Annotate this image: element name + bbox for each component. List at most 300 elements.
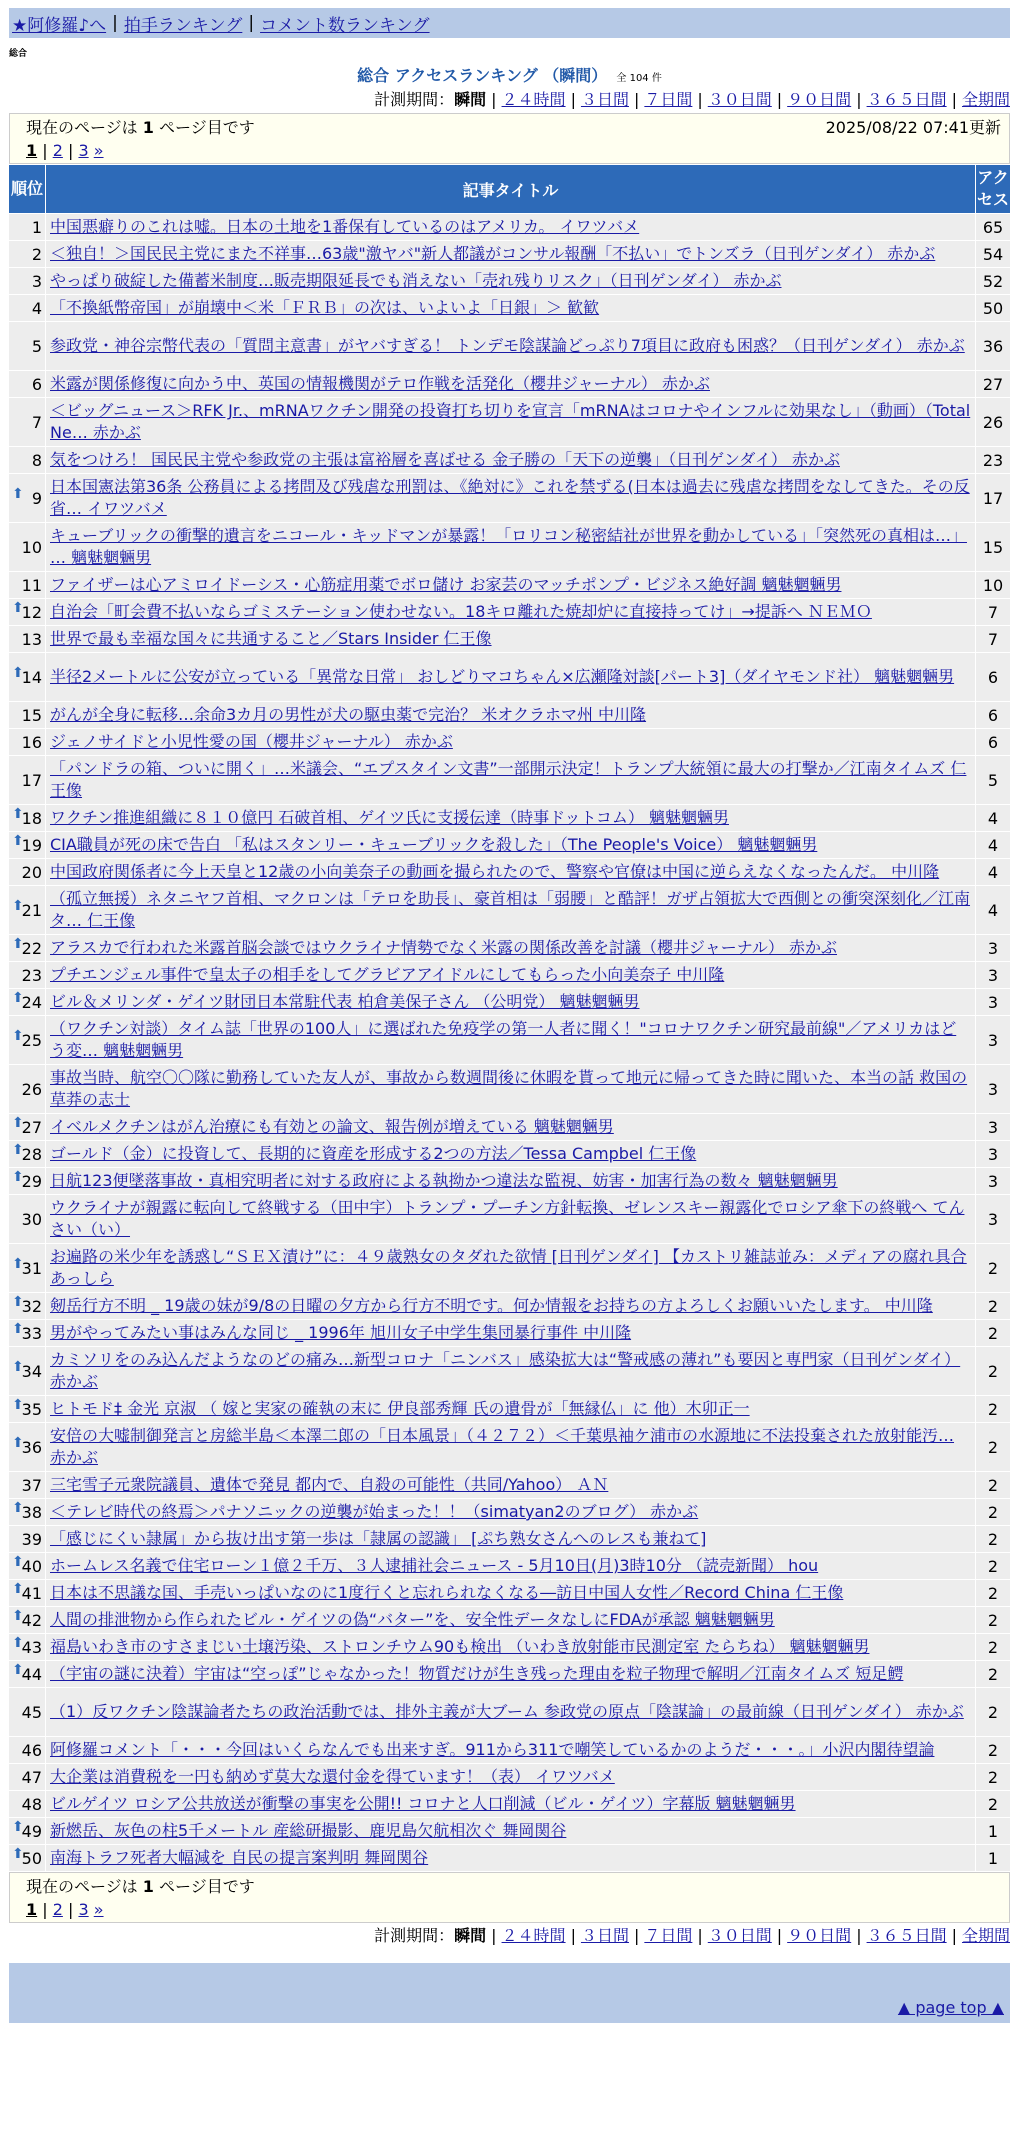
up-arrow-icon: ⬆ xyxy=(12,1581,24,1597)
rank-number: 34 xyxy=(21,1361,42,1381)
rank-number: 36 xyxy=(21,1437,42,1457)
comment-ranking-link[interactable]: コメント数ランキング xyxy=(260,15,430,36)
rank-number: 30 xyxy=(21,1209,42,1229)
article-link[interactable]: 参政党・神谷宗幣代表の「質問主意書」がヤバすぎる！ トンデモ陰謀論どっぷり7項目に政府も困惑？（日刊ゲンダイ） 赤かぶ xyxy=(50,336,965,355)
table-row xyxy=(9,1114,1010,1140)
title-cell xyxy=(46,214,975,240)
rank-cell xyxy=(9,572,45,598)
article-link[interactable]: 自治会「町会費不払いならゴミステーション使わせない。18キロ離れた焼却炉に直接持ってけ」→提訴へ ＮＥＭＯ xyxy=(50,602,872,621)
rank-cell xyxy=(9,1293,45,1319)
rank-number: 10 xyxy=(21,537,42,557)
table-row xyxy=(9,398,1010,446)
article-link[interactable]: 新燃岳、灰色の柱5千メートル 産総研撮影、鹿児島欠航相次ぐ 舞岡関谷 xyxy=(50,1821,567,1840)
rank-number: 7 xyxy=(31,412,42,432)
rank-cell xyxy=(9,1580,45,1606)
period-link[interactable]: 全期間 xyxy=(961,90,1010,109)
article-link[interactable]: ＜ビッグニュース＞RFK Jr.、mRNAワクチン開発の投資打ち切りを宣言「mRNAはコロナやインフルに効果なし」（動画）（Total Ne… 赤かぶ xyxy=(50,401,971,442)
separator: | xyxy=(62,141,79,160)
access-count: 4 xyxy=(976,859,1010,885)
rank-number: 8 xyxy=(31,450,42,470)
up-arrow-icon: ⬆ xyxy=(12,1435,24,1451)
rank-cell xyxy=(9,474,45,522)
title-cell xyxy=(46,1764,975,1790)
article-link[interactable]: 中国悪癖りのこれは嘘。日本の土地を1番保有しているのはアメリカ。 イワツバメ xyxy=(50,217,640,236)
page-status: 現在のページは 1 ページ目です xyxy=(26,1877,255,1896)
rank-number: 19 xyxy=(21,835,42,855)
access-count: 2 xyxy=(976,1607,1010,1633)
rank-cell xyxy=(9,962,45,988)
rank-cell xyxy=(9,214,45,240)
title-cell xyxy=(46,1396,975,1422)
rank-number: 33 xyxy=(21,1323,42,1343)
title-cell xyxy=(46,832,975,858)
rank-number: 38 xyxy=(21,1502,42,1522)
title-cell xyxy=(46,241,975,267)
table-row xyxy=(9,1580,1010,1606)
article-link[interactable]: 日本は不思議な国、手売いっぱいなのに1度行くと忘れられなくなる―訪日中国人女性／Record China 仁王像 xyxy=(50,1583,844,1602)
article-link[interactable]: 気をつけろ！ 国民民主党や参政党の主張は富裕層を喜ばせる 金子勝の「天下の逆襲」（日刊ゲンダイ） 赤かぶ xyxy=(50,450,840,469)
rank-cell xyxy=(9,1016,45,1064)
rank-cell xyxy=(9,832,45,858)
pagination xyxy=(26,1898,1001,1922)
title-cell xyxy=(46,523,975,571)
table-row xyxy=(9,1553,1010,1579)
access-count: 2 xyxy=(976,1396,1010,1422)
title-cell xyxy=(46,805,975,831)
period-link[interactable]: ３日間 xyxy=(580,90,629,109)
access-count: 2 xyxy=(976,1472,1010,1498)
article-link[interactable]: 米露が関係修復に向かう中、英国の情報機関がテロ作戦を活発化（櫻井ジャーナル） 赤かぶ xyxy=(50,374,710,393)
table-row xyxy=(9,1244,1010,1292)
period-link[interactable]: ２４時間 xyxy=(501,1926,566,1945)
title-cell xyxy=(46,1580,975,1606)
article-link[interactable]: 男がやってみたい事はみんな同じ _ 1996年 旭川女子中学生集団暴行事件 中川隆 xyxy=(50,1323,632,1342)
separator: | xyxy=(37,141,53,160)
table-row xyxy=(9,572,1010,598)
article-link[interactable]: ワクチン推進組織に８１０億円 石破首相、ゲイツ氏に支援伝達（時事ドットコム） 魑魅魍魎男 xyxy=(50,808,729,827)
access-count: 5 xyxy=(976,756,1010,804)
access-count: 4 xyxy=(976,805,1010,831)
access-count: 3 xyxy=(976,1141,1010,1167)
separator: | xyxy=(951,1926,957,1945)
article-link[interactable]: 剱岳行方不明 _ 19歳の妹が9/8の日曜の夕方から行方不明です。何か情報をお持ちの方よろしくお願いいたします。 中川隆 xyxy=(50,1296,933,1315)
page-info-box-bottom xyxy=(9,1872,1010,1923)
rank-cell xyxy=(9,886,45,934)
table-row xyxy=(9,1661,1010,1687)
up-arrow-icon: ⬆ xyxy=(12,1169,24,1185)
page-status: 現在のページは 1 ページ目です xyxy=(26,118,255,137)
article-link[interactable]: （ワクチン対談）タイム誌「世界の100人」に選ばれた免疫学の第一人者に聞く！"コロナワクチン研究最前線"／アメリカはどう変… 魑魅魍魎男 xyxy=(50,1019,957,1060)
rank-number: 39 xyxy=(21,1529,42,1549)
title-cell xyxy=(46,1195,975,1243)
up-arrow-icon: ⬆ xyxy=(12,1359,24,1375)
article-link[interactable]: キューブリックの衝撃的遺言をニコール・キッドマンが暴露！「ロリコン秘密結社が世界を動かしている」「突然死の真相は…」 … 魑魅魍魎男 xyxy=(50,526,967,567)
table-row xyxy=(9,1499,1010,1525)
rank-number: 16 xyxy=(21,732,42,752)
title-cell xyxy=(46,572,975,598)
access-count: 7 xyxy=(976,626,1010,652)
rank-cell xyxy=(9,398,45,446)
access-count: 54 xyxy=(976,241,1010,267)
rank-cell xyxy=(9,1499,45,1525)
title-cell xyxy=(46,1661,975,1687)
article-link[interactable]: お遍路の米少年を誘惑し“ＳＥＸ漬け”に：４９歳熟女のタダれた欲情 [日刊ゲンダイ] 【カストリ雑誌並み：メディアの腐れ具合 あっしら xyxy=(50,1247,967,1288)
rank-number: 21 xyxy=(21,900,42,920)
rank-cell xyxy=(9,756,45,804)
article-link[interactable]: 世界で最も幸福な国々に共通すること／Stars Insider 仁王像 xyxy=(50,629,492,648)
article-link[interactable]: アラスカで行われた米露首脳会談ではウクライナ情勢でなく米露の関係改善を討議（櫻井ジャーナル） 赤かぶ xyxy=(50,938,838,957)
article-link[interactable]: 日本国憲法第36条 公務員による拷問及び残虐な刑罰は、《絶対に》これを禁ずる(日本は過去に残虐な拷問をなしてきた。その反省… イワツバメ xyxy=(50,477,970,518)
access-count: 7 xyxy=(976,599,1010,625)
access-header: アクセス xyxy=(976,165,1010,213)
article-link[interactable]: 大企業は消費税を一円も納めず莫大な還付金を得ています！（表） イワツバメ xyxy=(50,1767,615,1786)
title-cell xyxy=(46,756,975,804)
access-count: 26 xyxy=(976,398,1010,446)
page-link[interactable]: 3 xyxy=(78,1900,89,1919)
period-current: 瞬間 xyxy=(454,1926,487,1945)
table-row xyxy=(9,1607,1010,1633)
title-cell xyxy=(46,1347,975,1395)
period-link[interactable]: ３０日間 xyxy=(707,90,772,109)
title-cell xyxy=(46,962,975,988)
rank-number: 49 xyxy=(21,1821,42,1841)
article-link[interactable]: ファイザーは心アミロイドーシス・心筋症用薬でボロ儲け お家芸のマッチポンプ・ビジネス絶好調 魑魅魍魎男 xyxy=(50,575,842,594)
rank-cell xyxy=(9,1845,45,1871)
separator: | xyxy=(951,90,957,109)
page-link[interactable]: 3 xyxy=(78,141,89,160)
article-link[interactable]: ビル＆メリンダ・ゲイツ財団日本常駐代表 柏倉美保子さん （公明党） 魑魅魍魎男 xyxy=(50,992,640,1011)
access-count: 2 xyxy=(976,1244,1010,1292)
title-cell xyxy=(46,1320,975,1346)
table-row xyxy=(9,1845,1010,1871)
article-link[interactable]: 中国政府関係者に今上天皇と12歳の小向美奈子の動画を撮られたので、警察や官僚は中国に逆らえなくなったんだ。 中川隆 xyxy=(50,862,940,881)
period-link[interactable]: ３０日間 xyxy=(707,1926,772,1945)
rank-cell xyxy=(9,1688,45,1736)
rank-cell xyxy=(9,599,45,625)
title-cell xyxy=(46,886,975,934)
table-row xyxy=(9,371,1010,397)
access-count: 3 xyxy=(976,1065,1010,1113)
up-arrow-icon: ⬆ xyxy=(12,1256,24,1272)
period-label: 計測期間： xyxy=(374,90,455,109)
table-row xyxy=(9,1320,1010,1346)
table-row xyxy=(9,832,1010,858)
access-count: 2 xyxy=(976,1423,1010,1471)
period-link[interactable]: ２４時間 xyxy=(501,90,566,109)
table-row xyxy=(9,214,1010,240)
rank-number: 14 xyxy=(21,667,42,687)
period-link[interactable]: ７日間 xyxy=(644,90,693,109)
access-count: 3 xyxy=(976,1195,1010,1243)
rank-number: 1 xyxy=(31,217,42,237)
rank-number: 32 xyxy=(21,1296,42,1316)
article-link[interactable]: 「感じにくい隷属」から抜け出す第一歩は「隷属の認識」 [ぷち熟女さんへのレスも兼ねて] xyxy=(50,1529,707,1548)
article-link[interactable]: 事故当時、航空〇〇隊に勤務していた友人が、事故から数週間後に休暇を貰って地元に帰ってきた時に聞いた、本当の話 救国の草莽の志士 xyxy=(50,1068,968,1109)
title-cell xyxy=(46,1688,975,1736)
table-row xyxy=(9,702,1010,728)
period-link[interactable]: ３日間 xyxy=(580,1926,629,1945)
current-page: 1 xyxy=(26,1900,38,1919)
title-cell xyxy=(46,935,975,961)
article-link[interactable]: ジェノサイドと小児性愛の国（櫻井ジャーナル） 赤かぶ xyxy=(50,732,453,751)
rank-number: 47 xyxy=(21,1767,42,1787)
article-link[interactable]: イベルメクチンはがん治療にも有効との論文、報告例が増えている 魑魅魍魎男 xyxy=(50,1117,614,1136)
period-selector xyxy=(0,87,1010,113)
rank-cell xyxy=(9,1168,45,1194)
separator: | xyxy=(776,1926,783,1945)
updated-time: 2025/08/22 07:41更新 xyxy=(825,118,1001,137)
up-arrow-icon: ⬆ xyxy=(12,806,24,822)
rank-cell xyxy=(9,1764,45,1790)
article-link[interactable]: ホームレス名義で住宅ローン１億２千万、３人逮捕社会ニュース - 5月10日(月)3時10分 （読売新聞） hou xyxy=(50,1556,819,1575)
title-cell xyxy=(46,859,975,885)
rank-number: 45 xyxy=(21,1702,42,1722)
rank-cell xyxy=(9,859,45,885)
table-row xyxy=(9,474,1010,522)
article-link[interactable]: 南海トラフ死者大幅減を 自民の提言案判明 舞岡関谷 xyxy=(50,1848,429,1867)
rank-number: 5 xyxy=(31,336,42,356)
article-link[interactable]: ゴールド（金）に投資して、長期的に資産を形成する2つの方法／Tessa Campbel 仁王像 xyxy=(50,1144,697,1163)
rank-cell xyxy=(9,371,45,397)
separator: | xyxy=(697,90,703,109)
up-arrow-icon: ⬆ xyxy=(12,1662,24,1678)
period-link[interactable]: ３６５日間 xyxy=(866,90,947,109)
title-cell xyxy=(46,1553,975,1579)
home-link[interactable]: ★阿修羅♪へ xyxy=(12,15,107,36)
article-link[interactable]: 半径2メートルに公安が立っている「異常な日常」 おしどりマコちゃん×広瀬隆対談[パート3]（ダイヤモンド社） 魑魅魍魎男 xyxy=(50,667,955,686)
table-row xyxy=(9,1423,1010,1471)
article-link[interactable]: 人間の排泄物から作られたビル・ゲイツの偽“バター”を、安全性データなしにFDAが承認 魑魅魍魎男 xyxy=(50,1610,775,1629)
separator: | xyxy=(112,13,118,33)
title-cell xyxy=(46,1016,975,1064)
up-arrow-icon: ⬆ xyxy=(12,1608,24,1624)
next-page-link[interactable]: » xyxy=(93,141,104,160)
access-count: 2 xyxy=(976,1293,1010,1319)
table-row xyxy=(9,268,1010,294)
title-header: 記事タイトル xyxy=(46,165,975,213)
period-selector xyxy=(0,1923,1010,1949)
article-link[interactable]: 三宅雪子元衆院議員、遺体で発見 都内で、自殺の可能性（共同/Yahoo） ＡＮ xyxy=(50,1475,609,1494)
period-current: 瞬間 xyxy=(454,90,487,109)
rank-number: 11 xyxy=(21,575,42,595)
access-count: 2 xyxy=(976,1791,1010,1817)
article-link[interactable]: 「パンドラの箱、ついに開く」…米議会、“エプスタイン文書”一部開示決定！トランプ大統領に最大の打撃か／江南タイムズ 仁王像 xyxy=(50,759,967,800)
access-count: 2 xyxy=(976,1737,1010,1763)
rank-number: 41 xyxy=(21,1583,42,1603)
article-link[interactable]: ＜テレビ時代の終焉＞パナソニックの逆襲が始まった！！（simatyan2のブログ） 赤かぶ xyxy=(50,1502,699,1521)
table-row xyxy=(9,322,1010,370)
page-link[interactable]: 2 xyxy=(52,141,63,160)
rank-cell xyxy=(9,1195,45,1243)
rank-cell xyxy=(9,523,45,571)
separator: | xyxy=(570,90,576,109)
article-link[interactable]: （1）反ワクチン陰謀論者たちの政治活動では、排外主義が大ブーム 参政党の原点「陰謀論」の最前線（日刊ゲンダイ） 赤かぶ xyxy=(50,1702,964,1721)
rank-number: 40 xyxy=(21,1556,42,1576)
up-arrow-icon: ⬆ xyxy=(12,833,24,849)
footer-bar xyxy=(9,1963,1010,1993)
article-link[interactable]: ウクライナが親露に転向して終戦する（田中宇）トランプ・プーチン方針転換、ゼレンスキー親露化でロシア傘下の終戦へ てんさい（い） xyxy=(50,1198,965,1239)
rank-cell xyxy=(9,1320,45,1346)
access-count: 2 xyxy=(976,1553,1010,1579)
table-row xyxy=(9,1195,1010,1243)
article-link[interactable]: 「不換紙幣帝国」が崩壊中＜米「ＦＲＢ」の次は、いよいよ「日銀」＞ 歓歓 xyxy=(50,298,600,317)
title-cell xyxy=(46,1141,975,1167)
pagination xyxy=(26,139,1001,163)
up-arrow-icon: ⬆ xyxy=(12,990,24,1006)
period-link[interactable]: ３６５日間 xyxy=(866,1926,947,1945)
title-cell xyxy=(46,1168,975,1194)
period-label: 計測期間： xyxy=(374,1926,455,1945)
period-link[interactable]: ９０日間 xyxy=(787,90,852,109)
separator: | xyxy=(776,90,783,109)
article-link[interactable]: ビルゲイツ ロシア公共放送が衝撃の事実を公開!! コロナと人口削減（ビル・ゲイツ）字幕版 魑魅魍魎男 xyxy=(50,1794,796,1813)
title-cell xyxy=(46,447,975,473)
article-link[interactable]: CIA職員が死の床で告白 「私はスタンリー・キューブリックを殺した」（The People's Voice） 魑魅魍魎男 xyxy=(50,835,818,854)
table-row xyxy=(9,599,1010,625)
access-count: 36 xyxy=(976,322,1010,370)
title-cell xyxy=(46,989,975,1015)
access-count: 6 xyxy=(976,653,1010,701)
rank-cell xyxy=(9,1791,45,1817)
table-row xyxy=(9,886,1010,934)
rank-cell xyxy=(9,447,45,473)
title-cell xyxy=(46,268,975,294)
page-link[interactable]: 2 xyxy=(52,1900,63,1919)
rank-cell xyxy=(9,1396,45,1422)
ranking-title: 総合 アクセスランキング （瞬間） xyxy=(357,66,608,85)
access-count: 3 xyxy=(976,989,1010,1015)
up-arrow-icon: ⬆ xyxy=(12,1142,24,1158)
rank-number: 35 xyxy=(21,1399,42,1419)
rank-number: 15 xyxy=(21,705,42,725)
access-count: 23 xyxy=(976,447,1010,473)
up-arrow-icon: ⬆ xyxy=(12,1397,24,1413)
title-cell xyxy=(46,1065,975,1113)
title-cell xyxy=(46,729,975,755)
rank-cell xyxy=(9,1065,45,1113)
article-link[interactable]: （孤立無援）ネタニヤフ首相、マクロンは「テロを助長」、豪首相は「弱腰」と酷評！ガザ占領拡大で西側との衝突深刻化／江南タ… 仁王像 xyxy=(50,889,971,930)
access-count: 2 xyxy=(976,1580,1010,1606)
title-cell xyxy=(46,1423,975,1471)
ranking-table xyxy=(8,164,1011,1872)
access-count: 2 xyxy=(976,1688,1010,1736)
rank-cell xyxy=(9,1607,45,1633)
period-link[interactable]: ９０日間 xyxy=(787,1926,852,1945)
table-row xyxy=(9,1016,1010,1064)
access-count: 1 xyxy=(976,1818,1010,1844)
rank-cell xyxy=(9,805,45,831)
table-row xyxy=(9,1347,1010,1395)
period-link[interactable]: ７日間 xyxy=(644,1926,693,1945)
table-row xyxy=(9,805,1010,831)
access-count: 3 xyxy=(976,935,1010,961)
rank-header: 順位 xyxy=(9,165,45,213)
table-row xyxy=(9,1791,1010,1817)
access-count: 2 xyxy=(976,1661,1010,1687)
next-page-link[interactable]: » xyxy=(93,1900,104,1919)
up-arrow-icon: ⬆ xyxy=(12,898,24,914)
table-row xyxy=(9,1634,1010,1660)
up-arrow-icon: ⬆ xyxy=(12,936,24,952)
rank-number: 43 xyxy=(21,1637,42,1657)
article-link[interactable]: プチエンジェル事件で皇太子の相手をしてグラビアアイドルにしてもらった小向美奈子 中川隆 xyxy=(50,965,725,984)
rank-cell xyxy=(9,702,45,728)
category-label: 総合 xyxy=(9,49,28,59)
article-link[interactable]: 阿修羅コメント「・・・今回はいくらなんでも出来すぎ。911から311で嘲笑しているかのようだ・・・。」小沢内閣待望論 xyxy=(50,1740,935,1759)
table-row xyxy=(9,626,1010,652)
table-row xyxy=(9,1168,1010,1194)
table-row xyxy=(9,1141,1010,1167)
rank-cell xyxy=(9,1472,45,1498)
table-row xyxy=(9,962,1010,988)
rank-cell xyxy=(9,1114,45,1140)
access-count: 17 xyxy=(976,474,1010,522)
access-count: 2 xyxy=(976,1499,1010,1525)
up-arrow-icon: ⬆ xyxy=(12,1554,24,1570)
rank-number: 4 xyxy=(31,298,42,318)
page-top-link[interactable]: ▲ page top ▲ xyxy=(897,1998,1004,2017)
article-link[interactable]: ヒトモド‡ 金光 京淑 （ 嫁と実家の確執の末に 伊良部秀輝 氏の遺骨が「無縁仏」に 他）木卯正一 xyxy=(50,1399,750,1418)
up-arrow-icon: ⬆ xyxy=(12,665,24,681)
title-cell xyxy=(46,1818,975,1844)
access-count: 15 xyxy=(976,523,1010,571)
title-cell xyxy=(46,702,975,728)
rank-number: 20 xyxy=(21,862,42,882)
access-count: 2 xyxy=(976,1347,1010,1395)
rank-cell xyxy=(9,729,45,755)
top-nav-bar xyxy=(9,8,1010,38)
up-arrow-icon: ⬆ xyxy=(12,1635,24,1651)
title-cell xyxy=(46,1114,975,1140)
article-link[interactable]: 安倍の大嘘制御発言と房総半島＜本澤二郎の「日本風景」（４２７２）＜千葉県袖ケ浦市の水源地に不法投棄された放射能汚… 赤かぶ xyxy=(50,1426,955,1467)
access-count: 52 xyxy=(976,268,1010,294)
rank-cell xyxy=(9,1737,45,1763)
title-cell xyxy=(46,599,975,625)
article-link[interactable]: ＜独自！＞国民民主党にまた不祥事…63歳"激ヤバ"新人都議がコンサル報酬「不払い」でトンズラ（日刊ゲンダイ） 赤かぶ xyxy=(50,244,936,263)
article-link[interactable]: 福島いわき市のすさまじい土壌汚染、ストロンチウム90も検出 （いわき放射能市民測定室 たらちね） 魑魅魍魎男 xyxy=(50,1637,870,1656)
access-count: 6 xyxy=(976,729,1010,755)
access-count: 2 xyxy=(976,1634,1010,1660)
rank-cell xyxy=(9,268,45,294)
rank-number: 42 xyxy=(21,1610,42,1630)
title-cell xyxy=(46,1472,975,1498)
rank-cell xyxy=(9,989,45,1015)
access-count: 4 xyxy=(976,886,1010,934)
page-title xyxy=(0,63,1019,87)
rank-number: 6 xyxy=(31,374,42,394)
access-count: 1 xyxy=(976,1845,1010,1871)
up-arrow-icon: ⬆ xyxy=(12,1819,24,1835)
access-count: 10 xyxy=(976,572,1010,598)
article-link[interactable]: がんが全身に転移…余命3カ月の男性が犬の駆虫薬で完治？ 米オクラホマ州 中川隆 xyxy=(50,705,647,724)
separator: | xyxy=(491,90,497,109)
rank-number: 9 xyxy=(31,488,42,508)
separator: | xyxy=(633,1926,640,1945)
access-count: 4 xyxy=(976,832,1010,858)
table-row xyxy=(9,989,1010,1015)
period-link[interactable]: 全期間 xyxy=(961,1926,1010,1945)
article-link[interactable]: やっぱり破綻した備蓄米制度…販売期限延長でも消えない「売れ残りリスク」（日刊ゲンダイ） 赤かぶ xyxy=(50,271,782,290)
article-link[interactable]: （宇宙の謎に決着）宇宙は“空っぽ”じゃなかった！物質だけが生き残った理由を粒子物理で解明／江南タイムズ 短足鰐 xyxy=(50,1664,904,1683)
rank-number: 17 xyxy=(21,770,42,790)
article-link[interactable]: 日航123便墜落事故・真相究明者に対する政府による執拗かつ違法な監視、妨害・加害行為の数々 魑魅魍魎男 xyxy=(50,1171,838,1190)
table-row xyxy=(9,1526,1010,1552)
rank-number: 13 xyxy=(21,629,42,649)
up-arrow-icon: ⬆ xyxy=(12,1028,24,1044)
rank-number: 50 xyxy=(21,1848,42,1868)
article-link[interactable]: カミソリをのみ込んだようなのどの痛み…新型コロナ「ニンバス」感染拡大は“警戒感の薄れ”も要因と専門家（日刊ゲンダイ） 赤かぶ xyxy=(50,1350,961,1391)
clap-ranking-link[interactable]: 拍手ランキング xyxy=(123,15,243,36)
